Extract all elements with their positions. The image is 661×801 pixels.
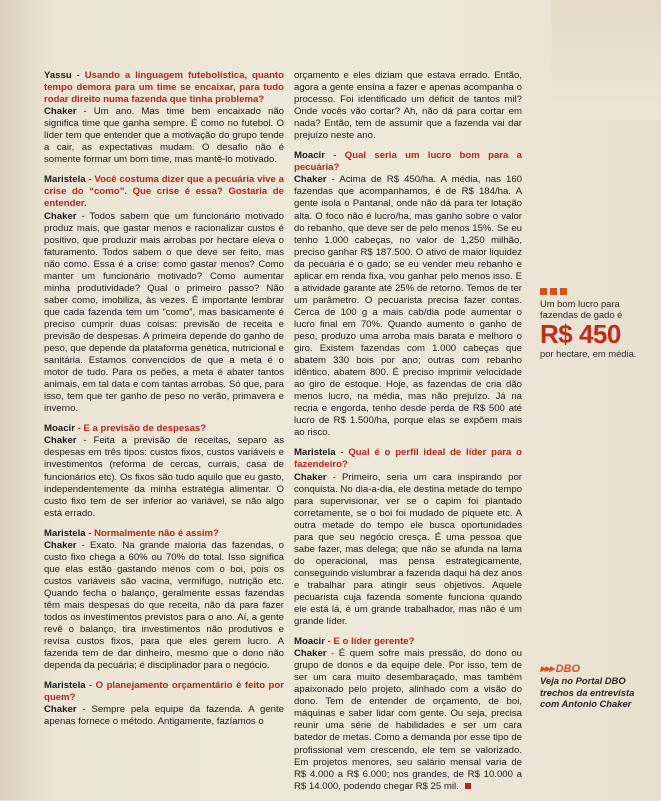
question: Moacir - E o líder gerente? xyxy=(294,636,415,648)
stat-outro: por hectare, em média. xyxy=(540,348,637,359)
answer: Chaker - Todos sabem que um funcionário motivado produz mais, que gastar menos e racionalizar custos é positivo, que produzir mais arrobas por hectare eleva o faturamento. Todos sabem o que deve ser feito, mas não como. Essa é a crise: como gastar menos? Como manter um funcionário motivado? Como aumentar minha produtividade? Qual o primeiro passo? Não saber como, imobiliza, às vezes. É importante lembrar que cada fazenda tem um “como”, mas basicamente é preciso cumprir duas coisas: previsão de receita e previsão de despesas. A primeira depende do ganho de peso, que depende da plataforma genética, nutricional e sanitária. Estamos convencidos de que a meta é o motor de tudo. Para os peões, a meta é abater tantos animais, em tal data e com tantas arrobas. Só que, para isso, tem que ter ganho de peso no verão, primavera e inverno. xyxy=(44,210,284,415)
question: Moacir - E a previsão de despesas? xyxy=(44,423,207,435)
end-of-article-mark xyxy=(465,783,471,789)
qa-continuation xyxy=(294,70,522,142)
question: Maristela - O planejamento orçamentário é feito por quem? xyxy=(44,680,284,704)
question: Yassu - Usando a linguagem futebolística, quanto tempo demora para um time se encaixar, para tudo rodar direito numa fazenda que tinha problema? xyxy=(44,70,284,106)
qa-block-7 xyxy=(294,447,522,628)
dbo-logo: ▸▸▸ DBO xyxy=(540,663,581,675)
question: Moacir - Qual seria um lucro bom para a pecuária? xyxy=(294,150,522,174)
question: Maristela - Você costuma dizer que a pecuária vive a crise do “como”. Que crise é essa? Gostaria de entender. xyxy=(44,174,284,210)
middle-column xyxy=(294,70,522,801)
question: Maristela - Normalmente não é assim? xyxy=(44,527,219,539)
answer: Chaker - Sempre pela equipe da fazenda. A gente apenas fornece o método. Antigamente, fazíamos o xyxy=(44,704,284,728)
qa-block-6 xyxy=(294,150,522,439)
arrows-icon: ▸▸▸ xyxy=(540,663,554,675)
answer: orçamento e eles diziam que estava errado. Então, agora a gente ensina a fazer e apenas acompanha o processo. Foi identificado um déficit de tantos mil? Onde vocês vão cortar? Ah, não dá para cortar em nada? Então, tem de assumir que a fazenda vai dar prejuízo neste ano. xyxy=(294,70,522,142)
qa-block-4 xyxy=(44,528,284,673)
qa-block-5 xyxy=(44,680,284,728)
qa-block-1 xyxy=(44,70,284,166)
answer: Chaker - Acima de R$ 450/ha. A média, nas 160 fazendas que acompanhamos, é de R$ 184/ha. A gente isola o Pantanal, onde não dá para ter lotação alta. O foco não é lucro/ha, mas ganho sobre o valor do rebanho, que deve ser de pelo menos 15%. Se eu tenho 1.000 cabeças, no valor de 1,250 milhão, preciso ganhar R$ 187.500. O ativo de maior liquidez da pecuária é o gado; se eu vender meu rebanho e aplicar em renda fixa, vou ganhar pelo menos isso. E a atividade garante até 25% de retorno. Temos de ter um parâmetro. O pecuarista precisa fazer contas. Cerca de 100 g a mais cab/dia pode aumentar o lucro final em 70%. Quando aumento o ganho de peso, produzo uma arroba mais barata e melhoro o giro. Existem fazendas com 1.000 cabeças que abatem 330 bois por ano; outras com rebanho idêntico, abatem 800. É preciso imprimir velocidade ao giro de estoque. Hoje, as fazendas de cria dão menos lucro, na média, mas não prejuízo. Já na recria e engorda, tenho desde perda de R$ 500 até lucro de R$ 1.500/ha, porque elas se expõem mais ao risco. xyxy=(294,174,522,439)
qa-block-8 xyxy=(294,636,522,793)
stat-value: R$ 450 xyxy=(540,319,621,349)
answer: Chaker - Primeiro, seria um cara inspirando por conquista. No dia-a-dia, ele destina metade do tempo para supervisionar, ver se o capim foi plantado corretamente, se o boi foi mudado de piquete etc. A outra metade do tempo ele busca oportunidades para que seu negócio cresça. É uma pessoa que sabe fazer, mas delega; que não se afunda na lama do operacional, mas pensa estrategicamente, conseguindo vislumbrar a fazenda daqui há dez anos e trabalhar para atingir seus objetivos. Aquele pecuarista cuja fazenda somente funciona quando ele está lá, é um grande trabalhador, mas não é um grande líder. xyxy=(294,471,522,628)
answer: Chaker - É quem sofre mais pressão, do dono ou grupo de donos e da equipe dele. Por isso, tem de ser um cara muito desembaraçado, mas também apaixonado pelo projeto, alinhado com a visão do dono. Tem de entender de orçamento, de boi, máquinas e saber lidar com gente. Ou seja, precisa reunir uma série de habilidades e ser um cara batedor de metas. Como a demanda por esse tipo de profissional vem crescendo, ele tem se valorizado. Em projetos menores, seu salário mensal varia de R$ 4.000 a R$ 6.000; nos grandes, de R$ 10.000 a R$ 14.000, podendo chegar R$ 25 mil. xyxy=(294,648,522,792)
qa-block-3 xyxy=(44,423,284,519)
promo-text: Veja no Portal DBO trechos da entrevista com Antonio Chaker xyxy=(540,675,635,709)
squares-icon xyxy=(540,288,650,295)
sidebar-stat xyxy=(540,288,650,359)
answer: Chaker - Exato. Na grande maioria das fazendas, o custo fixo chega a 60% ou 70% do total. Isso significa que elas estão gastando menos com o boi, pois os custos variáveis são vacina, vermífugo, nutrição etc. Quando fecha o balanço, geralmente essas fazendas têm mais despesas do que receita, não dá para fazer todos os investimentos previstos para o ano. Aí, a gente revê o balanço, tira investimentos não produtivos e revisa custos fixos, para que eles gerem lucro. A fazenda tem de dar dinheiro, mesmo que o dono não dependa da pecuária; é disciplinador para o negócio. xyxy=(44,539,284,672)
answer: Chaker - Um ano. Mas time bem encaixado não significa time que ganha sempre. É como no futebol. O líder tem que entender que a motivação do grupo tende a cair, as expectativas mudam. O desafio não é somente formar um bom time, mas mantê-lo motivado. xyxy=(44,106,284,166)
question: Maristela - Qual é o perfil ideal de líder para o fazendeiro? xyxy=(294,447,522,471)
qa-block-2 xyxy=(44,174,284,415)
answer: Chaker - Feita a previsão de receitas, separo as despesas em três tipos: custos fixos, custos variáveis e investimentos (reforma de cercas, currais, casa de funcionários etc). Os fixos são tudo aquilo que eu gasto, independentemente da minha estratégia alimentar. O custo fixo tem de ser inferior ao variável, se não algo está errado. xyxy=(44,435,284,519)
left-column xyxy=(44,70,284,736)
page-edge xyxy=(551,0,661,120)
stat-intro: Um bom lucro para fazendas de gado é xyxy=(540,298,623,320)
sidebar-promo xyxy=(540,662,650,710)
